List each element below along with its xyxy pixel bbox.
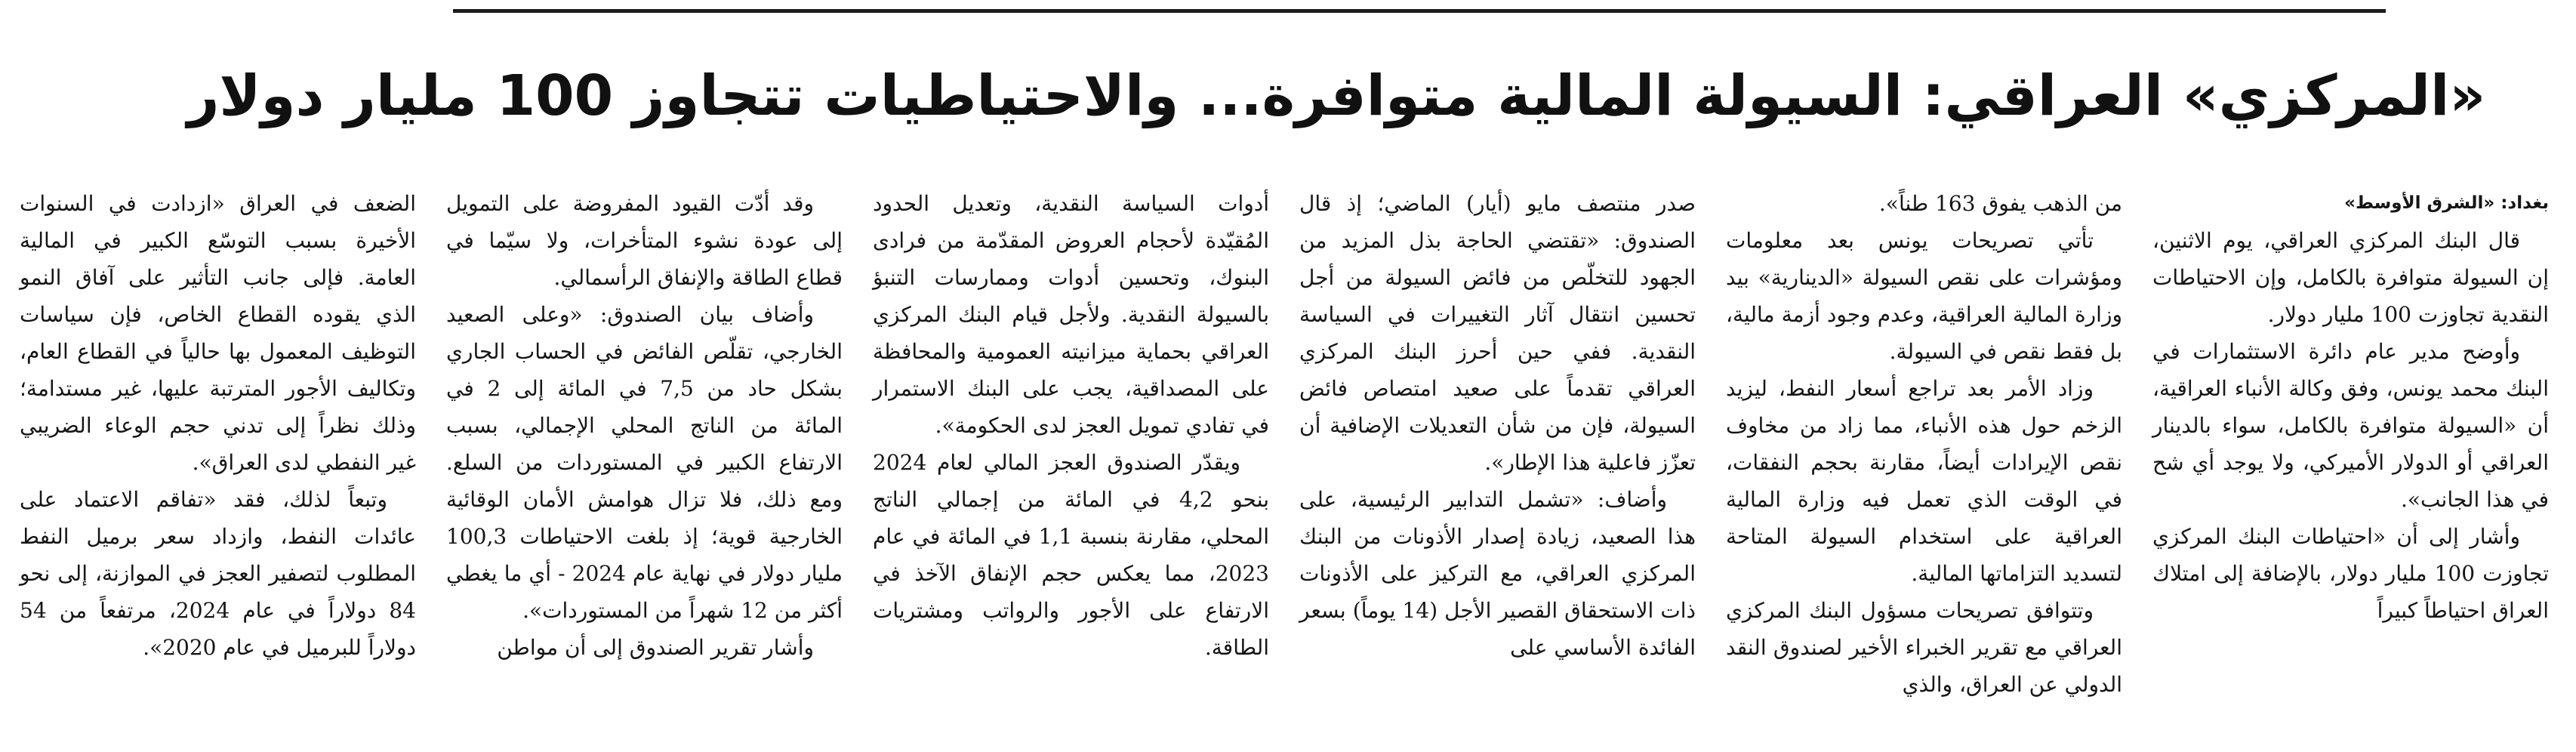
article-body (20, 185, 2549, 740)
paragraph: أدوات السياسة النقدية، وتعديل الحدود المُقيّدة لأحجام العروض المقدّمة من فرادى البنوك، وتحسين أدوات وممارسات التنبؤ بالسيولة النقدية. ولأجل قيام البنك المركزي العراقي بحماية ميزانيته العمومية والمحافظة على المصداقية، يجب على البنك الاستمرار في تفادي تمويل العجز لدى الحكومة». (873, 191, 1269, 438)
paragraph: تأتي تصريحات يونس بعد معلومات ومؤشرات على نقص السيولة «الدينارية» بيد وزارة المالية العراقية، وعدم وجود أزمة مالية، بل فقط نقص في السيولة. (1726, 228, 2122, 364)
paragraph: من الذهب يفوق 163 طناً». (1878, 191, 2122, 216)
article-column-2 (1726, 185, 2122, 740)
paragraph: ويقدّر الصندوق العجز المالي لعام 2024 بنحو 4,2 في المائة من إجمالي الناتج المحلي، مقارنة بنسبة 1,1 في المائة في عام 2023، مما يعكس حجم الإنفاق الآخذ في الارتفاع على الأجور والرواتب ومشتريات الطاقة. (873, 450, 1269, 660)
byline: بغداد: «الشرق الأوسط» (2344, 193, 2549, 213)
article-column-5 (446, 185, 843, 740)
paragraph: وأشار تقرير الصندوق إلى أن مواطن (497, 635, 814, 660)
paragraph: وتتوافق تصريحات مسؤول البنك المركزي العراقي مع تقرير الخبراء الأخير لصندوق النقد الدولي عن العراق، والذي (1726, 598, 2122, 697)
paragraph: وأضاف بيان الصندوق: «وعلى الصعيد الخارجي، تقلّص الفائض في الحساب الجاري بشكل حاد من 7,5 في المائة إلى 2 في المائة من الناتج المحلي الإجمالي، بسبب الارتفاع الكبير في المستوردات من السلع. ومع ذلك، فلا تزال هوامش الأمان الوقائية الخارجية قوية؛ إذ بلغت الاحتياطات 100,3 مليار دولار في نهاية عام 2024 - أي ما يغطي أكثر من 12 شهراً من المستوردات». (446, 302, 843, 623)
paragraph: صدر منتصف مايو (أيار) الماضي؛ إذ قال الصندوق: «تقتضي الحاجة بذل المزيد من الجهود للتخلّص من فائض السيولة من أجل تحسين انتقال آثار التغييرات في السياسة النقدية. ففي حين أحرز البنك المركزي العراقي تقدماً على صعيد امتصاص فائض السيولة، فإن من شأن التعديلات الإضافية أن تعزّز فاعلية هذا الإطار». (1299, 191, 1696, 475)
article-column-1 (2152, 185, 2549, 740)
top-rule (453, 9, 2386, 13)
paragraph: وقد أدّت القيود المفروضة على التمويل إلى عودة نشوء المتأخرات، ولا سيّما في قطاع الطاقة والإنفاق الرأسمالي. (446, 191, 843, 290)
paragraph: وتبعاً لذلك، فقد «تفاقم الاعتماد على عائدات النفط، وازداد سعر برميل النفط المطلوب لتصفير العجز في الموازنة، إلى نحو 84 دولاراً في عام 2024، مرتفعاً من 54 دولاراً للبرميل في عام 2020». (20, 487, 416, 660)
headline: «المركزي» العراقي: السيولة المالية متوافرة... والاحتياطيات تتجاوز 100 مليار دولار (186, 63, 2486, 128)
paragraph: الضعف في العراق «ازدادت في السنوات الأخيرة بسبب التوسّع الكبير في المالية العامة. فإلى جانب التأثير على آفاق النمو الذي يقوده القطاع الخاص، فإن سياسات التوظيف المعمول بها حالياً في القطاع العام، وتكاليف الأجور المترتبة عليها، غير مستدامة؛ وذلك نظراً إلى تدني حجم الوعاء الضريبي غير النفطي لدى العراق». (20, 191, 416, 475)
article-column-6 (20, 185, 416, 740)
paragraph: وأوضح مدير عام دائرة الاستثمارات في البنك محمد يونس، وفق وكالة الأنباء العراقية، أن «السيولة متوافرة بالكامل، سواء بالدينار العراقي أو الدولار الأميركي، ولا يوجد أي شح في هذا الجانب». (2152, 339, 2549, 512)
paragraph: وزاد الأمر بعد تراجع أسعار النفط، ليزيد الزخم حول هذه الأنباء، مما زاد من مخاوف نقص الإيرادات أيضاً، مقارنة بحجم النفقات، في الوقت الذي تعمل فيه وزارة المالية العراقية على استخدام السيولة المتاحة لتسديد التزاماتها المالية. (1726, 376, 2122, 586)
paragraph: قال البنك المركزي العراقي، يوم الاثنين، إن السيولة متوافرة بالكامل، وإن الاحتياطات النقدية تجاوزت 100 مليار دولار. (2152, 228, 2549, 327)
paragraph: وأضاف: «تشمل التدابير الرئيسية، على هذا الصعيد، زيادة إصدار الأذونات من البنك المركزي العراقي، مع التركيز على الأذونات ذات الاستحقاق القصير الأجل (14 يوماً) بسعر الفائدة الأساسي على (1299, 487, 1696, 660)
article-column-3 (1299, 185, 1696, 740)
paragraph: وأشار إلى أن «احتياطات البنك المركزي تجاوزت 100 مليار دولار، بالإضافة إلى امتلاك العراق احتياطاً كبيراً (2152, 524, 2549, 623)
article-column-4 (873, 185, 1269, 740)
